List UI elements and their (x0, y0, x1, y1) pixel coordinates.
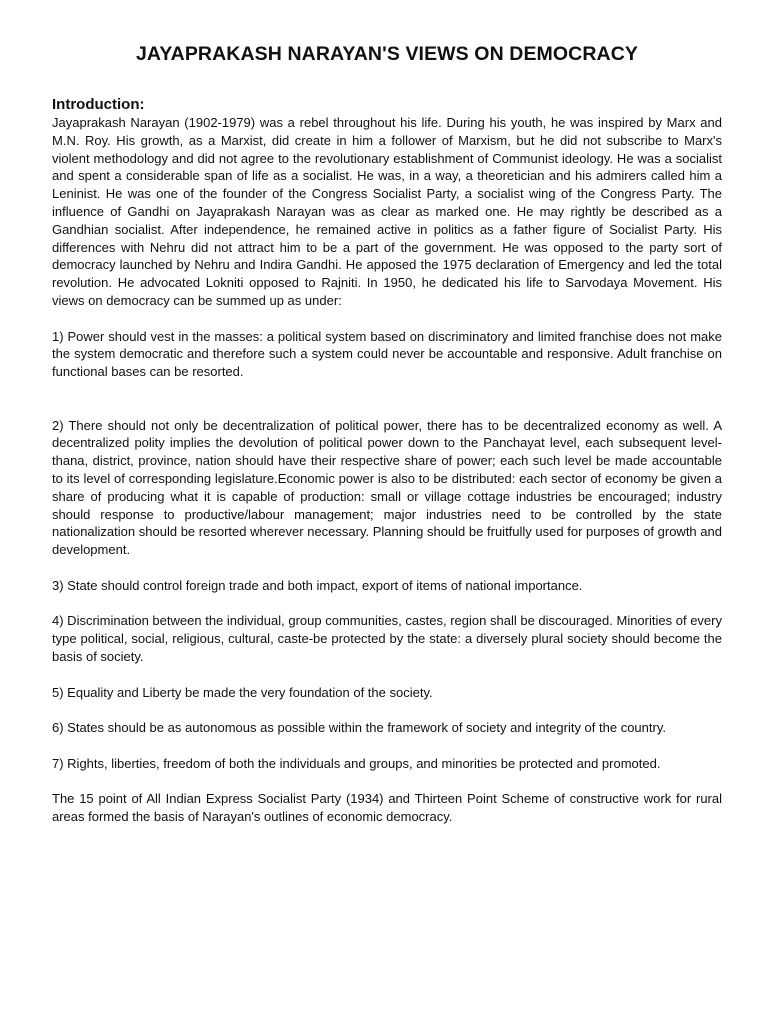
introduction-paragraph: Jayaprakash Narayan (1902-1979) was a rebel throughout his life. During his youth, he was inspired by Marx and M.N. Roy. His growth, as a Marxist, did create in him a follower of Marxism, but he did not subscribe to Marx's violent methodology and did not agree to the revolutionary establishment of Communist ideology. He was a socialist and spent a considerable span of life as a socialist. He was, in a way, a theoretician and his admirers called him a Leninist. He was one of the founder of the Congress Socialist Party, a socialist wing of the Congress Party. The influence of Gandhi on Jayaprakash Narayan was as clear as marked one. He may rightly be described as a Gandhian socialist. After independence, he remained active in politics as a father figure of Socialist Party. His differences with Nehru did not attract him to be a part of the government. He was opposed to the party sort of democracy launched by Nehru and Indira Gandhi. He apposed the 1975 declaration of Emergency and led the total revolution. He advocated Lokniti opposed to Rajniti. In 1950, he dedicated his life to Sarvodaya Movement. His views on democracy can be summed up as under: (52, 115, 722, 308)
document-page (52, 40, 722, 826)
introduction-heading: Introduction: (52, 96, 145, 113)
point-2: 2) There should not only be decentralization of political power, there has to be decentralized economy as well. A decentralized polity implies the devolution of political power down to the Panchayat level, each subsequent level-thana, district, province, nation should have their respective share of power; each such level be made accountable to its level of corresponding legislature.Economic power is also to be distributed: each sector of economy be given a share of producing what it is capable of production: small or village cottage industries be encouraged; industry should response to productive/labour management; major industries need to be controlled by the state nationalization should be resorted wherever necessary. Planning should be fruitfully used for purposes of growth and development. (52, 417, 722, 558)
point-4: 4) Discrimination between the individual, group communities, castes, region shall be discouraged. Minorities of every type political, social, religious, cultural, caste-be protected by the state: a diversely plural society should become the basis of society. (52, 613, 722, 664)
point-6: 6) States should be as autonomous as possible within the framework of society and integrity of the country. (52, 720, 666, 736)
conclusion-paragraph: The 15 point of All Indian Express Socialist Party (1934) and Thirteen Point Scheme of constructive work for rural areas formed the basis of Narayan's outlines of economic democracy. (52, 791, 722, 825)
document-title: JAYAPRAKASH NARAYAN'S VIEWS ON DEMOCRACY (135, 43, 639, 65)
point-3: 3) State should control foreign trade and both impact, export of items of national importance. (52, 577, 583, 593)
point-7: 7) Rights, liberties, freedom of both the individuals and groups, and minorities be protected and promoted. (52, 755, 661, 771)
point-1: 1) Power should vest in the masses: a political system based on discriminatory and limited franchise does not make the system democratic and therefore such a system could never be accountable and responsive. Adult franchise on functional bases can be resorted. (52, 328, 722, 380)
point-5: 5) Equality and Liberty be made the very foundation of the society. (52, 684, 433, 700)
